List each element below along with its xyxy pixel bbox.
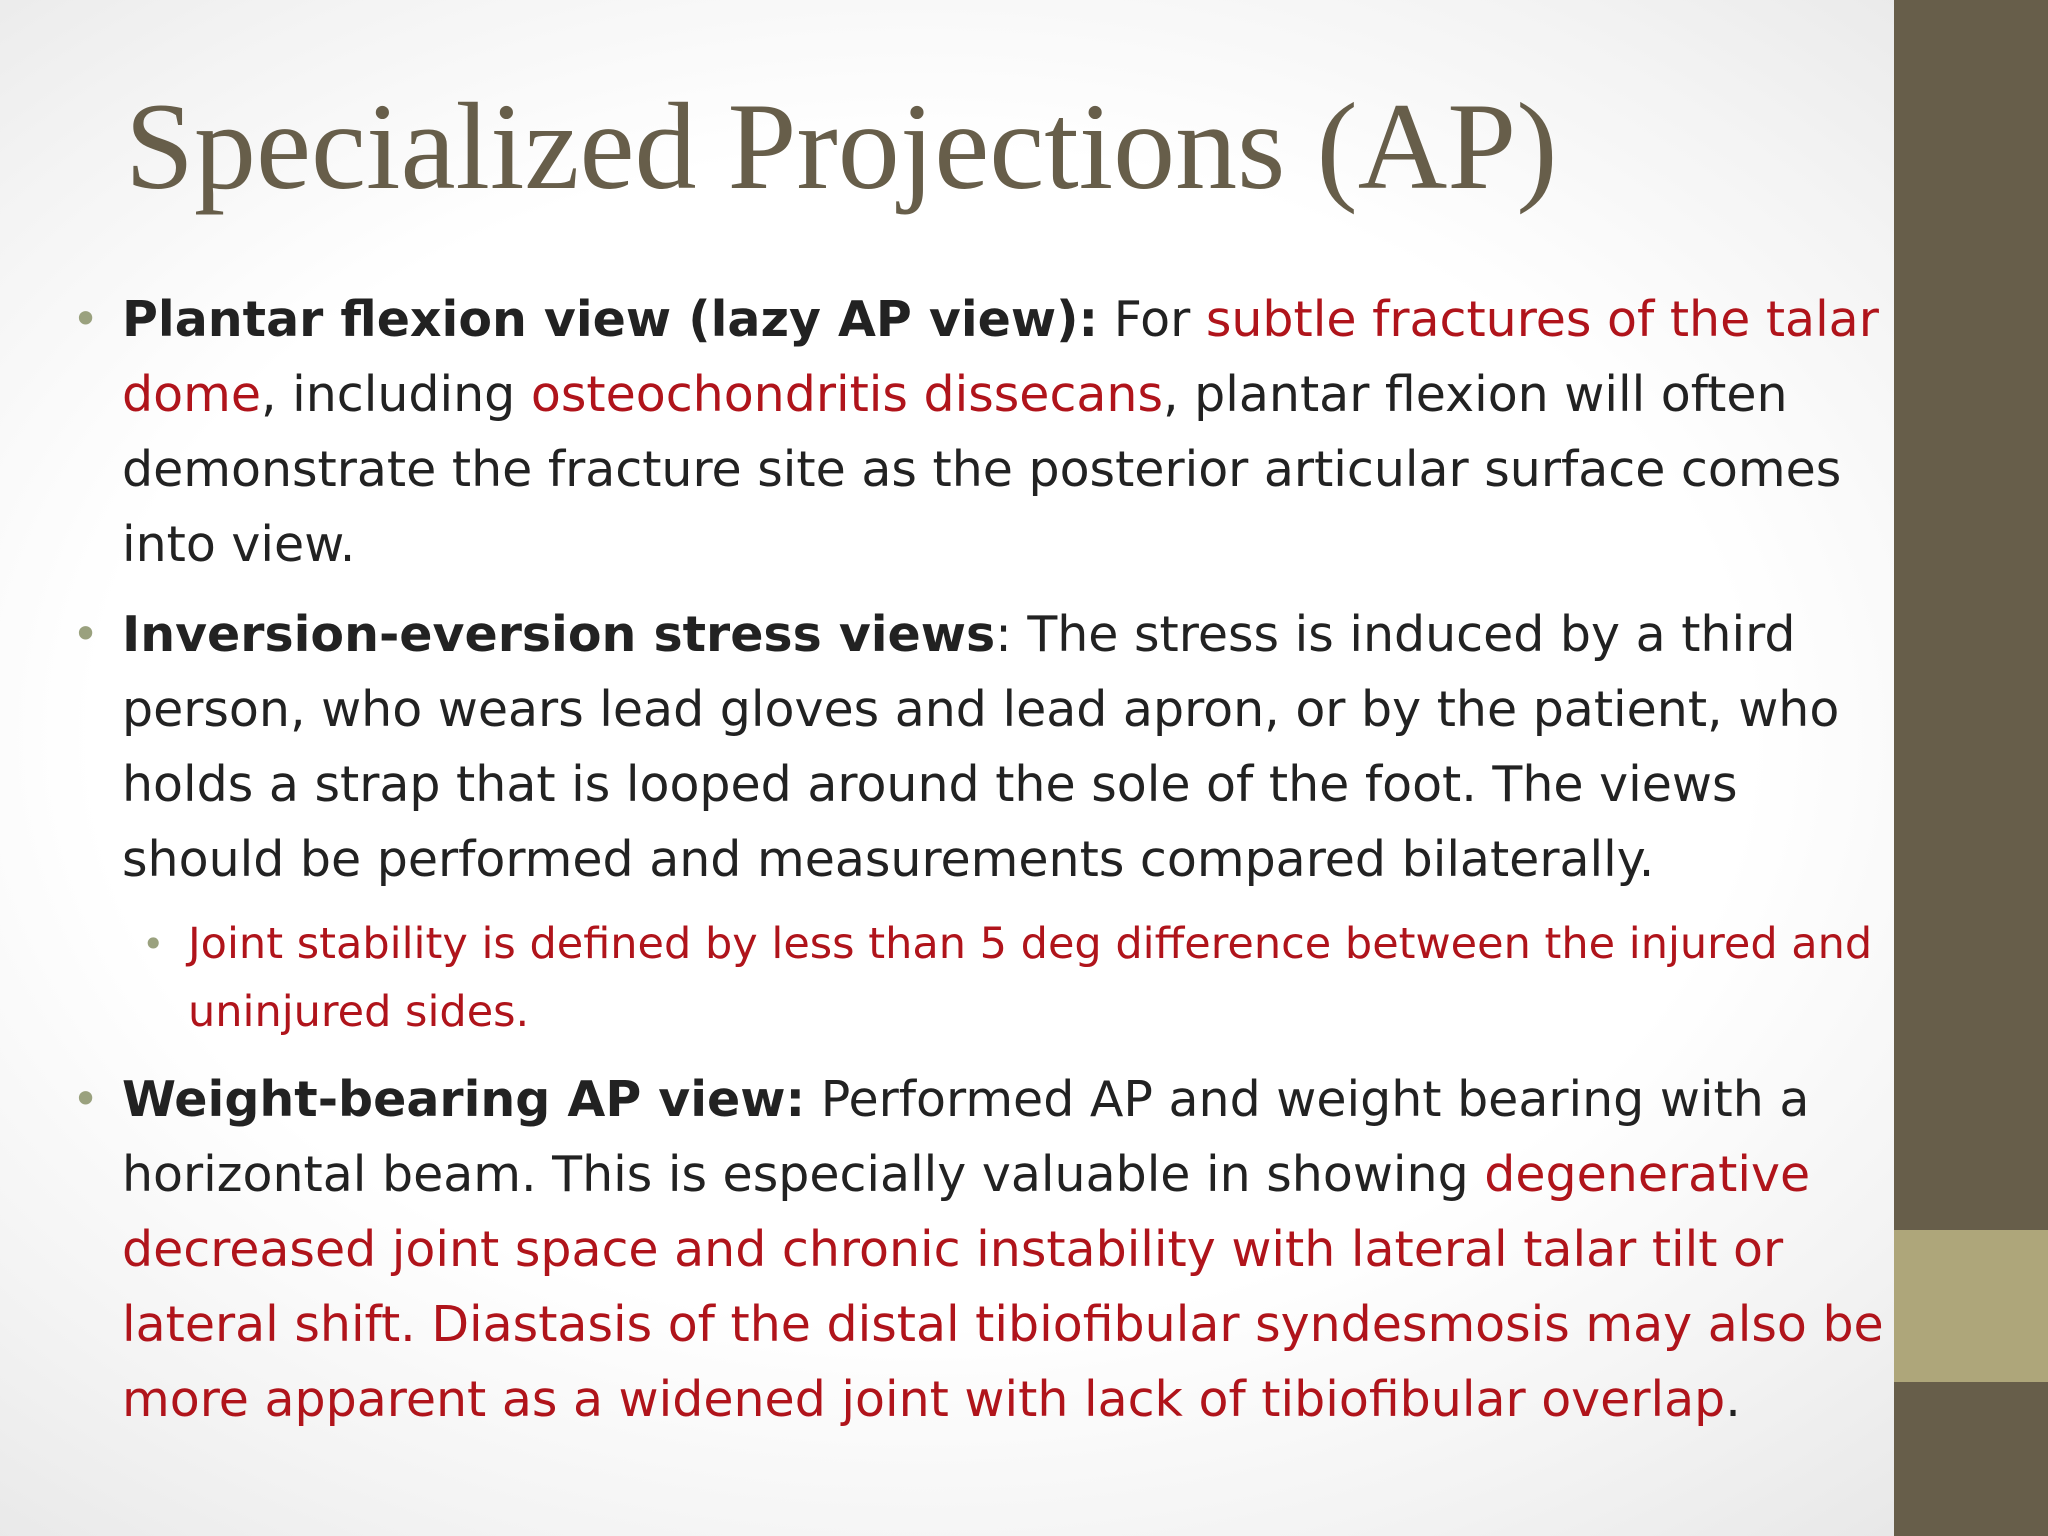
bullet-lead: Plantar flexion view (lazy AP view): <box>122 291 1099 348</box>
bullet-highlight: subtle fractures of the talar dome <box>122 291 1879 423</box>
bullet-text: , including <box>260 366 531 423</box>
bullet-marker-icon: • <box>72 1072 100 1126</box>
sub-bullet-marker-icon: • <box>142 922 165 966</box>
bullet-highlight: degenerative decreased joint space and chronic instability with lateral talar tilt or lateral shift. Diastasis of the distal tibiofibular syndesmosis may also be more apparent as a widened joint with lack of tibiofibular overlap <box>122 1146 1884 1428</box>
bullet-highlight: osteochondritis dissecans <box>530 366 1164 423</box>
side-accent-decoration <box>1894 1230 2048 1382</box>
sub-bullet-text: Joint stability is defined by less than 5 deg difference between the injured and uninjured sides. <box>188 919 1873 1037</box>
bullet-text: For <box>1098 291 1206 348</box>
bullet-text: : The stress is induced by a third person, who wears lead gloves and lead apron, or by the patient, who holds a strap that is looped around the sole of the foot. The views should be performed and measurements compared bilaterally. <box>122 606 1840 888</box>
bullet-plantar-flexion <box>72 282 1892 582</box>
bullet-inversion-eversion <box>72 597 1892 897</box>
bullet-text: . <box>1725 1371 1741 1428</box>
slide-title: Specialized Projections (AP) <box>125 78 1558 215</box>
bullet-weight-bearing <box>72 1062 1892 1437</box>
sub-bullet-joint-stability <box>142 910 1888 1046</box>
bullet-lead: Weight-bearing AP view: <box>122 1071 806 1128</box>
bullet-text: Performed AP and weight bearing with a horizontal beam. This is especially valuable in showing <box>122 1071 1810 1203</box>
bullet-text: , plantar flexion will often demonstrate the fracture site as the posterior articular surface comes into view. <box>122 366 1842 573</box>
bullet-marker-icon: • <box>72 607 100 661</box>
bullet-marker-icon: • <box>72 292 100 346</box>
bullet-lead: Inversion-eversion stress views <box>122 606 996 663</box>
